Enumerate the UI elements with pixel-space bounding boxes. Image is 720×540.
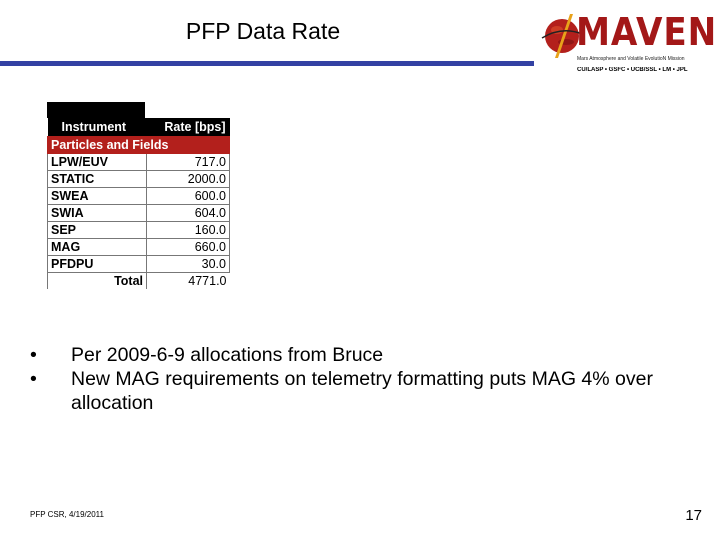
instrument-name: LPW/EUV: [48, 154, 147, 171]
table-row: [48, 188, 230, 205]
header-instrument: Instrument: [48, 118, 147, 137]
table-row: [48, 171, 230, 188]
instrument-name: SEP: [48, 222, 147, 239]
bullet-text: New MAG requirements on telemetry formatting puts MAG 4% over allocation: [71, 368, 653, 414]
instrument-name: SWEA: [48, 188, 147, 205]
total-value: 4771.0: [147, 273, 230, 290]
table-row: [48, 256, 230, 273]
data-rate-table: [47, 102, 230, 293]
total-label: Total: [48, 273, 147, 290]
table-row: [48, 239, 230, 256]
logo-tagline: Mars Atmosphere and Volatile EvolutioN Mission: [577, 56, 685, 62]
total-row: [48, 273, 230, 290]
instrument-rate: 2000.0: [147, 171, 230, 188]
rates-table: [47, 118, 230, 289]
instrument-rate: 160.0: [147, 222, 230, 239]
title-rule: [0, 61, 534, 66]
instrument-rate: 660.0: [147, 239, 230, 256]
logo-partners: CU/LASP • GSFC • UCB/SSL • LM • JPL: [577, 67, 688, 73]
bullet-item: • Per 2009-6-9 allocations from Bruce: [30, 344, 384, 366]
section-row: [48, 137, 230, 154]
instrument-name: PFDPU: [48, 256, 147, 273]
logo-wordmark: MAVEN: [576, 10, 718, 54]
table-row: [48, 154, 230, 171]
slide-title: PFP Data Rate: [185, 18, 341, 44]
instrument-rate: 600.0: [147, 188, 230, 205]
maven-logo: [540, 8, 718, 78]
section-label: Particles and Fields: [48, 137, 230, 154]
bullet-text: Per 2009-6-9 allocations from Bruce: [71, 344, 384, 366]
header-rate: Rate [bps]: [147, 118, 230, 137]
instrument-rate: 30.0: [147, 256, 230, 273]
slide-footer: PFP CSR, 4/19/2011: [30, 510, 104, 519]
table-header-row: [48, 118, 230, 137]
instrument-name: MAG: [48, 239, 147, 256]
page-number: 17: [685, 507, 702, 524]
instrument-name: SWIA: [48, 205, 147, 222]
table-row: [48, 222, 230, 239]
table-row: [48, 205, 230, 222]
bullet-item: • New MAG requirements on telemetry formatting puts MAG 4% over allocation: [30, 368, 653, 414]
instrument-name: STATIC: [48, 171, 147, 188]
instrument-rate: 604.0: [147, 205, 230, 222]
instrument-rate: 717.0: [147, 154, 230, 171]
bullet-list: [30, 343, 670, 415]
